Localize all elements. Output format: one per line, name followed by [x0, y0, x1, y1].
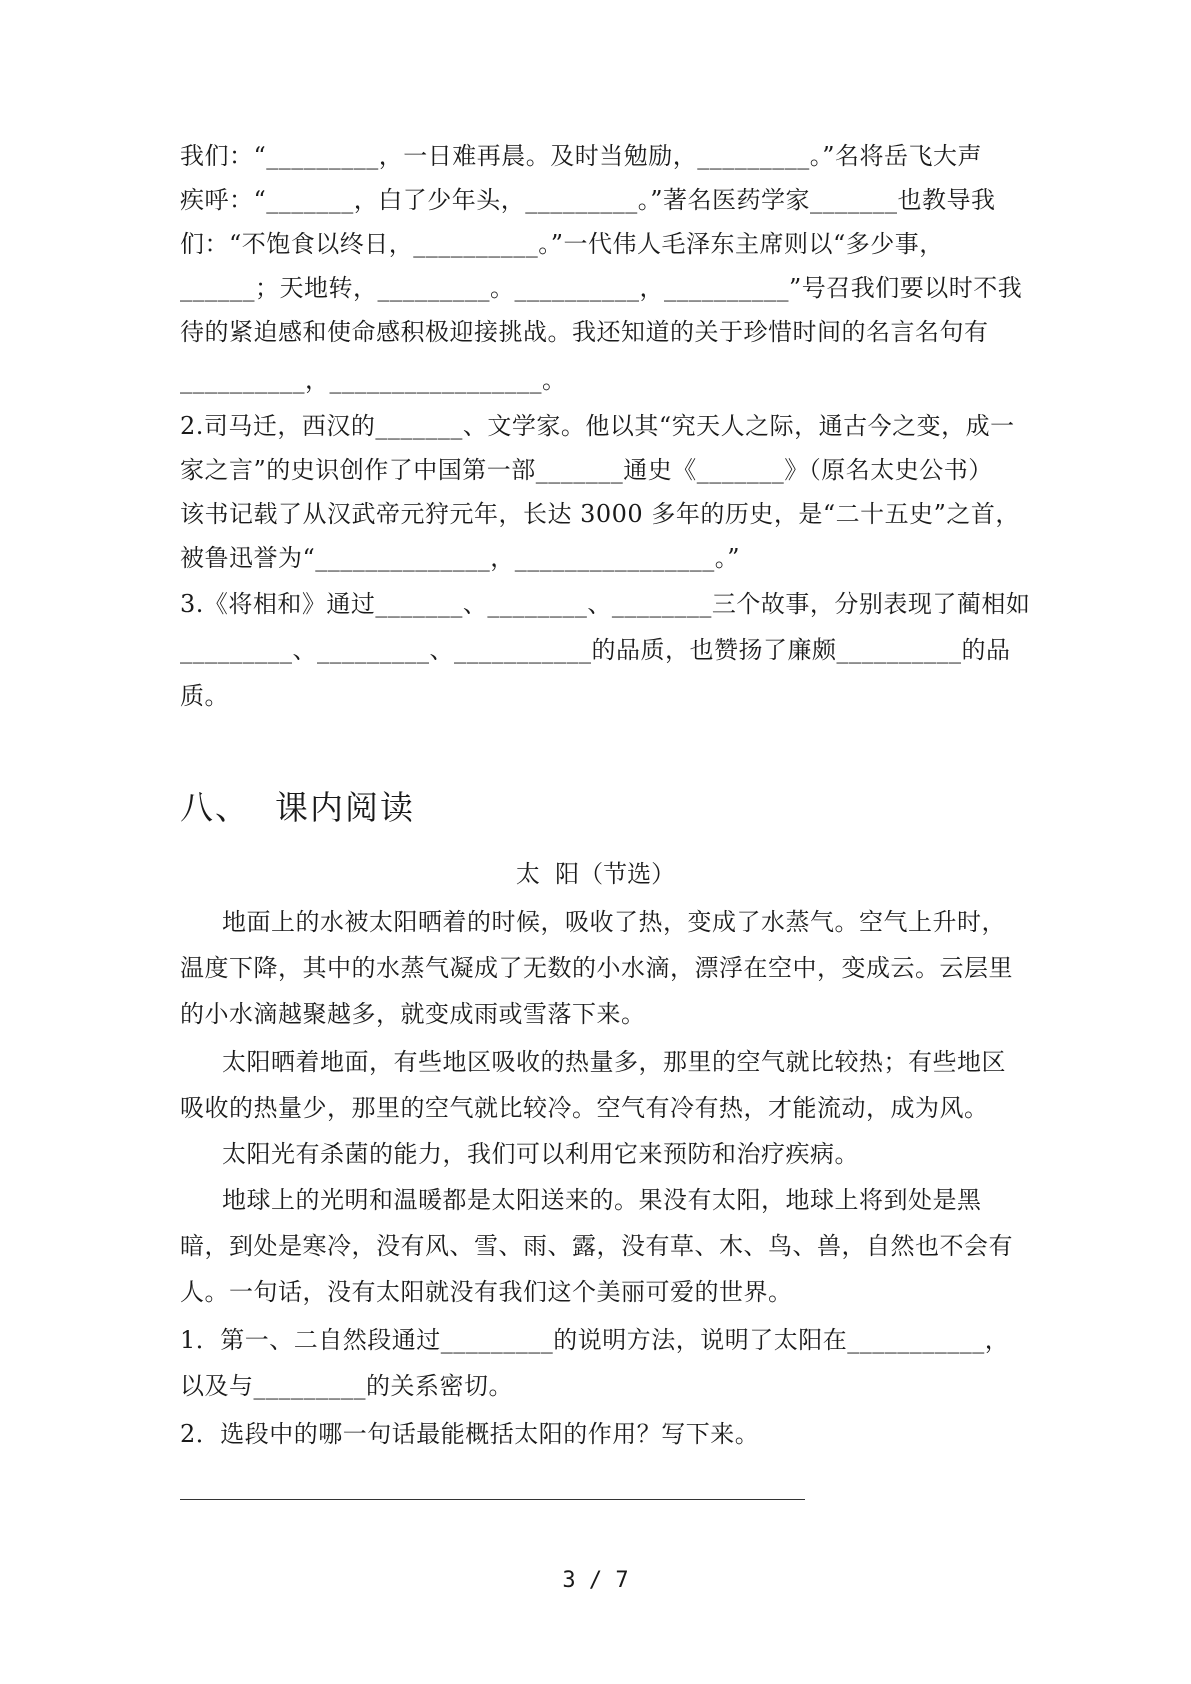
question-line: 以及与_________的关系密切。	[180, 1372, 513, 1400]
fill-blank-line: 被鲁迅誉为“______________，________________。”	[180, 544, 741, 572]
fill-blank-line: __________，_________________。	[180, 366, 567, 394]
passage-title: 太 阳（节选）	[515, 860, 676, 888]
passage-line: 人。一句话，没有太阳就没有我们这个美丽可爱的世界。	[180, 1278, 793, 1306]
fill-blank-line: 我们：“_________，一日难再晨。及时当勉励，_________。”名将岳飞大声	[180, 142, 983, 170]
fill-blank-line: 2.司马迁，西汉的_______、文学家。他以其“究天人之际，通古今之变，成一	[180, 412, 1015, 440]
answer-line	[180, 1499, 805, 1500]
question-2: 2．选段中的哪一句话最能概括太阳的作用？写下来。	[180, 1420, 760, 1448]
passage-line: 的小水滴越聚越多，就变成雨或雪落下来。	[180, 1000, 646, 1028]
passage-line: 暗，到处是寒冷，没有风、雪、雨、露，没有草、木、鸟、兽，自然也不会有	[180, 1232, 1013, 1260]
fill-blank-line: 们：“不饱食以终日，__________。”一代伟人毛泽东主席则以“多少事，	[180, 230, 944, 258]
fill-blank-line: 家之言”的史识创作了中国第一部_______通史《_______》（原名太史公书）	[180, 456, 993, 484]
fill-blank-line: _________、_________、___________的品质，也赞扬了廉颇__________的品	[180, 636, 1011, 664]
passage-line: 温度下降，其中的水蒸气凝成了无数的小水滴，漂浮在空中，变成云。云层里	[180, 954, 1013, 982]
passage-line: 太阳晒着地面，有些地区吸收的热量多，那里的空气就比较热；有些地区	[222, 1048, 1006, 1076]
passage-line: 太阳光有杀菌的能力，我们可以利用它来预防和治疗疾病。	[222, 1140, 859, 1168]
section-heading: 八、 课内阅读	[180, 788, 415, 827]
passage-line: 地面上的水被太阳晒着的时候，吸收了热，变成了水蒸气。空气上升时，	[222, 908, 1006, 936]
fill-blank-line: 该书记载了从汉武帝元狩元年，长达 3000 多年的历史，是“二十五史”之首，	[180, 500, 1020, 528]
fill-blank-line: 质。	[180, 682, 229, 710]
fill-blank-line: ______；天地转，_________。__________，__________”号召我们要以时不我	[180, 274, 1023, 302]
page-number: 3 / 7	[562, 1568, 629, 1593]
fill-blank-line: 待的紧迫感和使命感积极迎接挑战。我还知道的关于珍惜时间的名言名句有	[180, 318, 989, 346]
fill-blank-line: 3.《将相和》通过_______、________、________三个故事，分别表现了蔺相如	[180, 590, 1031, 618]
passage-line: 吸收的热量少，那里的空气就比较冷。空气有冷有热，才能流动，成为风。	[180, 1094, 989, 1122]
question-line: 1．第一、二自然段通过_________的说明方法，说明了太阳在___________，	[180, 1326, 1010, 1354]
passage-line: 地球上的光明和温暖都是太阳送来的。果没有太阳，地球上将到处是黑	[222, 1186, 982, 1214]
fill-blank-line: 疾呼：“_______，白了少年头，_________。”著名医药学家_______也教导我	[180, 186, 996, 214]
